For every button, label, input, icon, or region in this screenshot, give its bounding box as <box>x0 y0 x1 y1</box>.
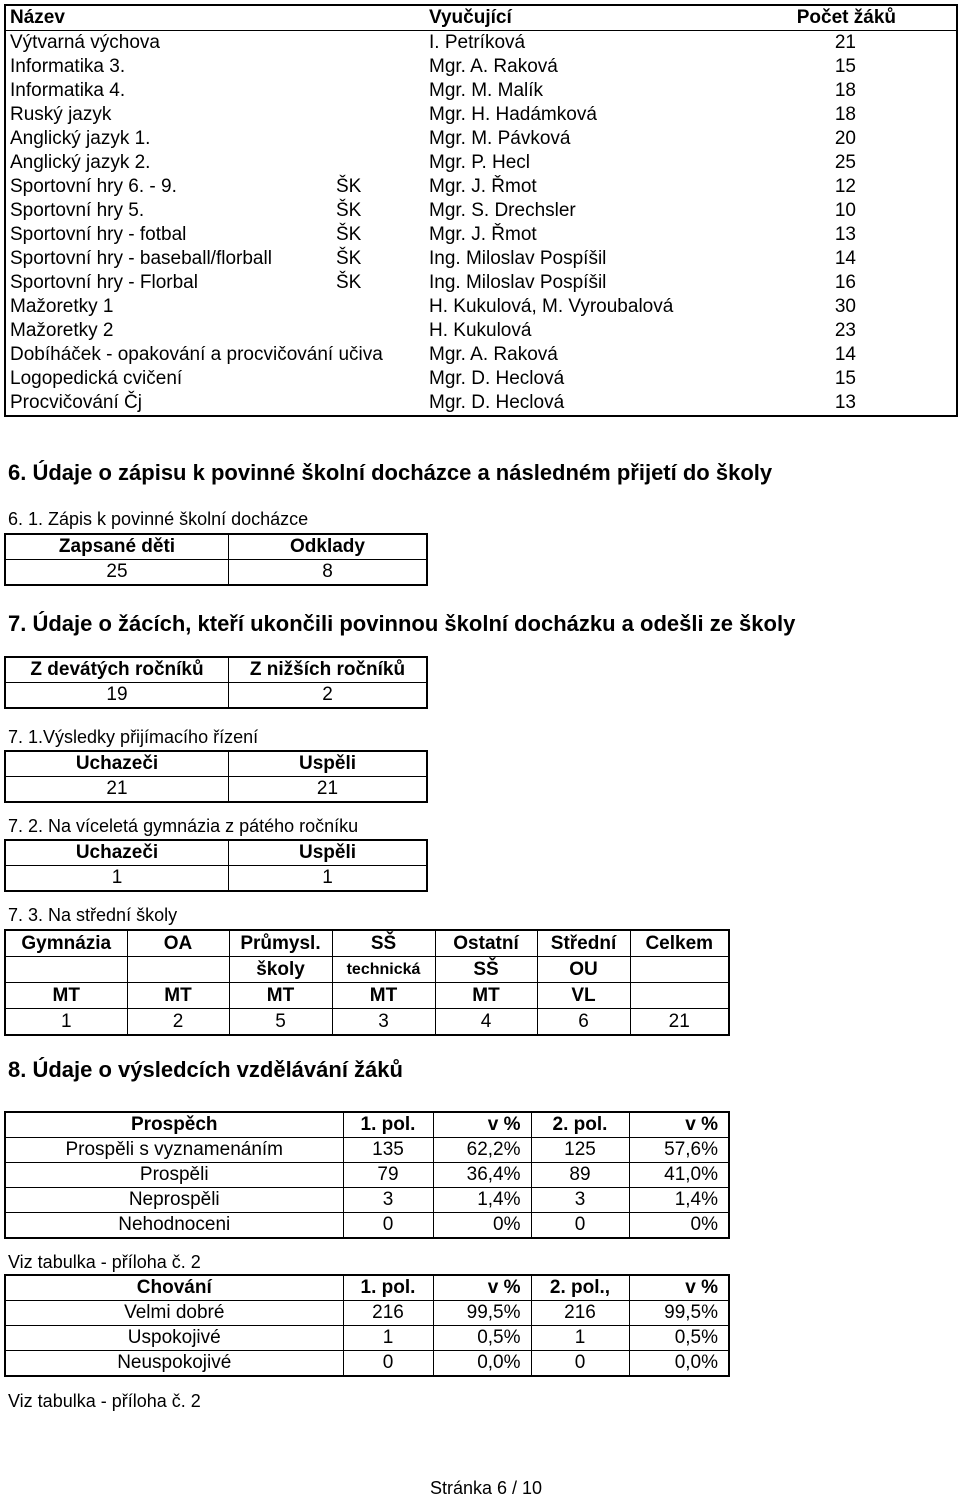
grades-cell: 3 <box>531 1188 629 1213</box>
courses-header-row <box>5 5 957 31</box>
behavior-cell: 0 <box>343 1351 433 1377</box>
course-row <box>5 55 957 79</box>
course-tag: ŠK <box>336 200 362 221</box>
schools-values-cell: 3 <box>332 1009 435 1036</box>
gym-header-applicants: Uchazeči <box>5 840 229 866</box>
grades-row <box>5 1163 729 1188</box>
leavers-ninth-value: 19 <box>5 683 229 709</box>
leavers-table <box>4 656 428 709</box>
behavior-header-cell: Chování <box>5 1275 343 1301</box>
course-row <box>5 367 957 391</box>
course-row <box>5 31 957 56</box>
enrol-header-deferrals: Odklady <box>229 534 428 560</box>
schools-row1-cell: Ostatní <box>435 930 537 957</box>
grades-cell: 57,6% <box>629 1138 729 1163</box>
section7-sub2: 7. 2. Na víceletá gymnázia z pátého ročníku <box>8 816 359 836</box>
grades-cell: 89 <box>531 1163 629 1188</box>
enrolment-table <box>4 533 428 586</box>
grades-cell: 41,0% <box>629 1163 729 1188</box>
course-count: 21 <box>834 32 856 53</box>
course-count: 12 <box>834 176 856 197</box>
schools-row1-cell: OA <box>127 930 229 957</box>
course-name: Sportovní hry - baseball/florball <box>10 248 272 269</box>
course-name: Procvičování Čj <box>10 392 142 413</box>
course-teacher: Mgr. A. Raková <box>429 56 558 77</box>
course-tag: ŠK <box>336 176 362 197</box>
course-row <box>5 127 957 151</box>
behavior-row <box>5 1326 729 1351</box>
grades-cell: 0% <box>433 1213 531 1239</box>
behavior-row <box>5 1301 729 1326</box>
course-count: 10 <box>834 200 856 221</box>
course-teacher: H. Kukulová <box>429 320 532 341</box>
gym-table <box>4 839 428 892</box>
course-teacher: I. Petríková <box>429 32 526 53</box>
grades-cell: 3 <box>343 1188 433 1213</box>
behavior-cell: 216 <box>531 1301 629 1326</box>
course-name-cell <box>5 343 425 367</box>
admission-table <box>4 750 428 803</box>
course-name: Dobíháček - opakování a procvičování učiva <box>10 344 383 365</box>
grades-cell: 79 <box>343 1163 433 1188</box>
course-name-cell <box>5 127 425 151</box>
course-count: 23 <box>834 320 856 341</box>
course-teacher: H. Kukulová, M. Vyroubalová <box>429 296 674 317</box>
schools-values-cell: 5 <box>229 1009 332 1036</box>
section7-title: 7. Údaje o žácích, kteří ukončili povinnou školní docházku a odešli ze školy <box>8 611 796 636</box>
course-count: 14 <box>834 248 856 269</box>
course-name: Sportovní hry - Florbal <box>10 272 198 293</box>
behavior-header-cell: v % <box>629 1275 729 1301</box>
grades-row <box>5 1213 729 1239</box>
course-teacher: Mgr. M. Malík <box>429 80 544 101</box>
gym-header-accepted: Uspěli <box>229 840 428 866</box>
schools-values-cell: 1 <box>5 1009 127 1036</box>
grades-cell: 1,4% <box>433 1188 531 1213</box>
grades-cell: 135 <box>343 1138 433 1163</box>
page-number: Stránka 6 / 10 <box>430 1478 543 1498</box>
course-name-cell <box>5 295 425 319</box>
behavior-cell: Neuspokojivé <box>5 1351 343 1377</box>
grades-header-cell: v % <box>433 1112 531 1138</box>
admission-accepted-value: 21 <box>229 777 428 803</box>
course-name-cell <box>5 271 425 295</box>
schools-row2-cell: SŠ <box>435 957 537 983</box>
section6-sub1: 6. 1. Zápis k povinné školní docházce <box>8 509 309 529</box>
course-name: Mažoretky 1 <box>10 296 114 317</box>
grades-cell: 1,4% <box>629 1188 729 1213</box>
course-row <box>5 103 957 127</box>
course-name-cell <box>5 31 425 56</box>
schools-values-cell: 2 <box>127 1009 229 1036</box>
course-row <box>5 271 957 295</box>
course-teacher: Mgr. M. Pávková <box>429 128 571 149</box>
course-teacher: Mgr. P. Hecl <box>429 152 531 173</box>
schools-row1-cell: Průmysl. <box>229 930 332 957</box>
admission-header-accepted: Uspěli <box>229 751 428 777</box>
courses-table <box>4 4 958 417</box>
course-name-cell <box>5 367 425 391</box>
course-row <box>5 391 957 416</box>
grades-cell: Prospěli <box>5 1163 343 1188</box>
behavior-cell: 0 <box>531 1351 629 1377</box>
course-count: 15 <box>834 368 856 389</box>
course-name: Mažoretky 2 <box>10 320 114 341</box>
course-teacher: Mgr. S. Drechsler <box>429 200 576 221</box>
behavior-cell: 1 <box>531 1326 629 1351</box>
schools-row2-cell: školy <box>229 957 332 983</box>
col-name-header: Název <box>5 5 425 31</box>
course-row <box>5 79 957 103</box>
course-name-cell <box>5 151 425 175</box>
leavers-lower-value: 2 <box>229 683 428 709</box>
course-count: 18 <box>834 104 856 125</box>
grades-header-cell: 2. pol. <box>531 1112 629 1138</box>
schools-header-row3 <box>5 983 729 1009</box>
schools-values-row <box>5 1009 729 1036</box>
behavior-cell: Uspokojivé <box>5 1326 343 1351</box>
section6-title: 6. Údaje o zápisu k povinné školní docházce a následném přijetí do školy <box>8 460 773 485</box>
section7-sub1: 7. 1.Výsledky přijímacího řízení <box>8 727 259 747</box>
behavior-row <box>5 1351 729 1377</box>
behavior-cell: 99,5% <box>433 1301 531 1326</box>
course-row <box>5 199 957 223</box>
schools-row3-cell: VL <box>537 983 630 1009</box>
behavior-cell: 0,0% <box>629 1351 729 1377</box>
course-name: Sportovní hry - fotbal <box>10 224 187 245</box>
course-count: 18 <box>834 80 856 101</box>
behavior-table <box>4 1274 730 1377</box>
course-name: Informatika 4. <box>10 80 126 101</box>
course-name-cell <box>5 199 425 223</box>
course-row <box>5 295 957 319</box>
course-count: 25 <box>834 152 856 173</box>
section7-sub3: 7. 3. Na střední školy <box>8 905 178 925</box>
course-count: 15 <box>834 56 856 77</box>
courses-body <box>5 31 957 417</box>
col-teacher-header: Vyučující <box>425 5 729 31</box>
behavior-cell: 0,0% <box>433 1351 531 1377</box>
schools-header-row2 <box>5 957 729 983</box>
course-name: Anglický jazyk 1. <box>10 128 151 149</box>
schools-row3-cell <box>630 983 729 1009</box>
grades-cell: Neprospěli <box>5 1188 343 1213</box>
behavior-header-cell: 1. pol. <box>343 1275 433 1301</box>
course-teacher: Mgr. D. Heclová <box>429 392 565 413</box>
behavior-cell: 0,5% <box>433 1326 531 1351</box>
behavior-note: Viz tabulka - příloha č. 2 <box>8 1391 201 1411</box>
course-name: Ruský jazyk <box>10 104 112 125</box>
behavior-cell: 0,5% <box>629 1326 729 1351</box>
course-teacher: Mgr. H. Hadámková <box>429 104 597 125</box>
course-name: Anglický jazyk 2. <box>10 152 151 173</box>
behavior-header-cell: v % <box>433 1275 531 1301</box>
schools-row1-cell: Střední <box>537 930 630 957</box>
schools-row2-cell: OU <box>537 957 630 983</box>
enrol-children-value: 25 <box>5 560 229 586</box>
grades-table <box>4 1111 730 1239</box>
grades-row <box>5 1188 729 1213</box>
enrol-deferrals-value: 8 <box>229 560 428 586</box>
course-count: 13 <box>834 224 856 245</box>
grades-header-cell: v % <box>629 1112 729 1138</box>
course-row <box>5 223 957 247</box>
schools-row3-cell: MT <box>229 983 332 1009</box>
course-name-cell <box>5 319 425 343</box>
course-count: 13 <box>834 392 856 413</box>
grades-cell: 0% <box>629 1213 729 1239</box>
course-teacher: Mgr. D. Heclová <box>429 368 565 389</box>
grades-cell: Prospěli s vyznamenáním <box>5 1138 343 1163</box>
course-name-cell <box>5 103 425 127</box>
course-count: 30 <box>834 296 856 317</box>
leavers-header-lower: Z nižších ročníků <box>229 657 428 683</box>
grades-header-cell: 1. pol. <box>343 1112 433 1138</box>
schools-row1-cell: SŠ <box>332 930 435 957</box>
course-row <box>5 343 957 367</box>
course-count: 16 <box>834 272 856 293</box>
behavior-cell: 216 <box>343 1301 433 1326</box>
admission-header-applicants: Uchazeči <box>5 751 229 777</box>
grades-cell: 36,4% <box>433 1163 531 1188</box>
secondary-schools-table <box>4 929 730 1036</box>
course-row <box>5 247 957 271</box>
course-name-cell <box>5 79 425 103</box>
course-row <box>5 319 957 343</box>
course-name: Sportovní hry 6. - 9. <box>10 176 177 197</box>
schools-row2-cell: technická <box>332 957 435 983</box>
schools-values-cell: 4 <box>435 1009 537 1036</box>
schools-row1-cell: Celkem <box>630 930 729 957</box>
grades-note: Viz tabulka - příloha č. 2 <box>8 1252 201 1272</box>
schools-row3-cell: MT <box>332 983 435 1009</box>
behavior-header-cell: 2. pol., <box>531 1275 629 1301</box>
schools-row3-cell: MT <box>435 983 537 1009</box>
course-name-cell <box>5 391 425 416</box>
schools-row2-cell <box>127 957 229 983</box>
course-teacher: Ing. Miloslav Pospíšil <box>429 272 607 293</box>
course-name-cell <box>5 55 425 79</box>
course-name-cell <box>5 223 425 247</box>
course-name-cell <box>5 247 425 271</box>
behavior-header-row <box>5 1275 729 1301</box>
course-row <box>5 151 957 175</box>
course-teacher: Ing. Miloslav Pospíšil <box>429 248 607 269</box>
course-name: Logopedická cvičení <box>10 368 183 389</box>
course-teacher: Mgr. J. Řmot <box>429 224 537 245</box>
behavior-cell: Velmi dobré <box>5 1301 343 1326</box>
behavior-cell: 1 <box>343 1326 433 1351</box>
grades-header-row <box>5 1112 729 1138</box>
schools-header-row1 <box>5 930 729 957</box>
schools-values-cell: 21 <box>630 1009 729 1036</box>
grades-cell: 0 <box>531 1213 629 1239</box>
behavior-cell: 99,5% <box>629 1301 729 1326</box>
course-count: 14 <box>834 344 856 365</box>
course-name: Výtvarná výchova <box>10 32 160 53</box>
admission-applicants-value: 21 <box>5 777 229 803</box>
schools-row3-cell: MT <box>5 983 127 1009</box>
course-row <box>5 175 957 199</box>
schools-row2-cell <box>630 957 729 983</box>
schools-values-cell: 6 <box>537 1009 630 1036</box>
course-teacher: Mgr. J. Řmot <box>429 176 537 197</box>
course-teacher: Mgr. A. Raková <box>429 344 558 365</box>
course-tag: ŠK <box>336 224 362 245</box>
schools-row3-cell: MT <box>127 983 229 1009</box>
enrol-header-children: Zapsané děti <box>5 534 229 560</box>
gym-applicants-value: 1 <box>5 866 229 892</box>
course-name-cell <box>5 175 425 199</box>
grades-cell: 62,2% <box>433 1138 531 1163</box>
grades-cell: 125 <box>531 1138 629 1163</box>
course-tag: ŠK <box>336 248 362 269</box>
course-count: 20 <box>834 128 856 149</box>
col-count-header: Počet žáků <box>729 5 957 31</box>
grades-cell: Nehodnoceni <box>5 1213 343 1239</box>
gym-accepted-value: 1 <box>229 866 428 892</box>
grades-header-cell: Prospěch <box>5 1112 343 1138</box>
grades-row <box>5 1138 729 1163</box>
leavers-header-ninth: Z devátých ročníků <box>5 657 229 683</box>
schools-row1-cell: Gymnázia <box>5 930 127 957</box>
section8-title: 8. Údaje o výsledcích vzdělávání žáků <box>8 1057 403 1082</box>
course-tag: ŠK <box>336 272 362 293</box>
schools-row2-cell <box>5 957 127 983</box>
grades-cell: 0 <box>343 1213 433 1239</box>
course-name: Sportovní hry 5. <box>10 200 145 221</box>
course-name: Informatika 3. <box>10 56 126 77</box>
